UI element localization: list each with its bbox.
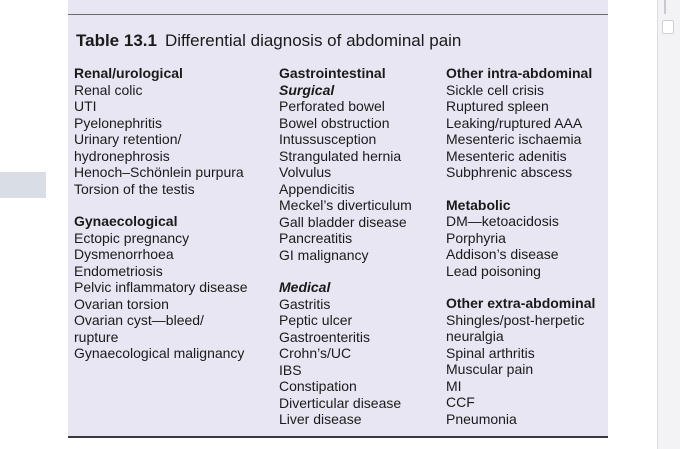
diagnosis-item: Leaking/ruptured AAA	[446, 114, 583, 131]
diagnosis-item: Perforated bowel	[279, 98, 385, 114]
diagnosis-item: Gastritis	[279, 295, 331, 312]
diagnosis-item: Crohn’s/UC	[279, 345, 352, 361]
diagnosis-item: Appendicitis	[279, 180, 355, 197]
diagnosis-item: Shingles/post-herpetic	[446, 311, 585, 328]
diagnosis-item: Bowel obstruction	[279, 114, 390, 131]
diagnosis-item: Gastroenteritis	[279, 328, 371, 345]
section-heading: Gastrointestinal	[279, 65, 386, 81]
table-13-1	[68, 0, 608, 438]
diagnosis-item: Diverticular disease	[279, 394, 402, 411]
diagnosis-item: IBS	[279, 361, 302, 378]
section-heading: Metabolic	[446, 196, 511, 213]
diagnosis-item: Gynaecological malignancy	[74, 345, 245, 361]
diagnosis-item: hydronephrosis	[74, 147, 170, 164]
diagnosis-item: Mesenteric ischaemia	[446, 131, 582, 147]
section-heading: Other extra-abdominal	[446, 295, 596, 311]
diagnosis-item: Ovarian torsion	[74, 295, 169, 312]
table-title: Differential diagnosis of abdominal pain	[164, 31, 462, 50]
section-spacer	[446, 181, 595, 197]
diagnosis-item: Liver disease	[279, 411, 362, 427]
diagnosis-item: GI malignancy	[279, 246, 369, 263]
diagnosis-item: Pelvic inflammatory disease	[74, 279, 248, 295]
diagnosis-item: Ectopic pregnancy	[74, 229, 190, 246]
diagnosis-item: neuralgia	[446, 328, 504, 344]
diagnosis-item: Intussusception	[279, 131, 377, 147]
diagnosis-item: Ruptured spleen	[446, 98, 549, 114]
page-edge-panel	[657, 0, 680, 449]
column-gastrointestinal	[279, 65, 412, 428]
diagnosis-item: rupture	[74, 328, 119, 345]
section-spacer	[279, 263, 412, 279]
left-margin-bar	[0, 172, 46, 198]
diagnosis-item: Constipation	[279, 378, 357, 394]
subsection-heading: Medical	[279, 279, 331, 295]
top-rule	[68, 14, 608, 15]
scroll-thumb[interactable]	[662, 20, 674, 34]
section-heading: Renal/urological	[74, 65, 183, 81]
diagnosis-item: Sickle cell crisis	[446, 81, 545, 98]
subsection-heading: Surgical	[279, 81, 335, 98]
diagnosis-item: Urinary retention/	[74, 131, 182, 147]
diagnosis-item: Pneumonia	[446, 410, 517, 427]
diagnosis-item: Muscular pain	[446, 361, 534, 377]
column-other	[446, 65, 595, 427]
diagnosis-item: Endometriosis	[74, 262, 163, 279]
diagnosis-item: Porphyria	[446, 229, 506, 246]
diagnosis-item: Gall bladder disease	[279, 213, 407, 230]
diagnosis-item: Ovarian cyst—bleed/	[74, 312, 204, 328]
diagnosis-item: Addison’s disease	[446, 246, 559, 262]
diagnosis-item: DM—ketoacidosis	[446, 213, 559, 229]
table-number: Table 13.1	[76, 31, 157, 50]
diagnosis-item: Peptic ulcer	[279, 312, 353, 328]
section-heading: Gynaecological	[74, 213, 178, 229]
column-renal-gynae	[74, 65, 248, 362]
diagnosis-item: Torsion of the testis	[74, 180, 195, 197]
section-spacer	[446, 279, 595, 295]
diagnosis-item: Renal colic	[74, 81, 143, 98]
table-caption	[76, 31, 461, 51]
diagnosis-item: Subphrenic abscess	[446, 164, 573, 180]
diagnosis-item: Pyelonephritis	[74, 114, 162, 131]
diagnosis-item: Lead poisoning	[446, 262, 541, 279]
section-spacer	[74, 197, 248, 213]
diagnosis-item: MI	[446, 377, 462, 394]
diagnosis-item: Pancreatitis	[279, 230, 353, 246]
diagnosis-item: Meckel’s diverticulum	[279, 197, 412, 213]
diagnosis-item: Volvulus	[279, 164, 332, 180]
diagnosis-item: UTI	[74, 98, 97, 114]
diagnosis-item: Strangulated hernia	[279, 147, 402, 164]
diagnosis-item: Mesenteric adenitis	[446, 147, 567, 164]
edge-tick	[664, 0, 666, 14]
diagnosis-item: Spinal arthritis	[446, 344, 535, 361]
diagnosis-item: Henoch–Schönlein purpura	[74, 164, 244, 180]
diagnosis-item: CCF	[446, 394, 475, 410]
section-heading: Other intra-abdominal	[446, 65, 593, 81]
diagnosis-item: Dysmenorrhoea	[74, 246, 174, 262]
